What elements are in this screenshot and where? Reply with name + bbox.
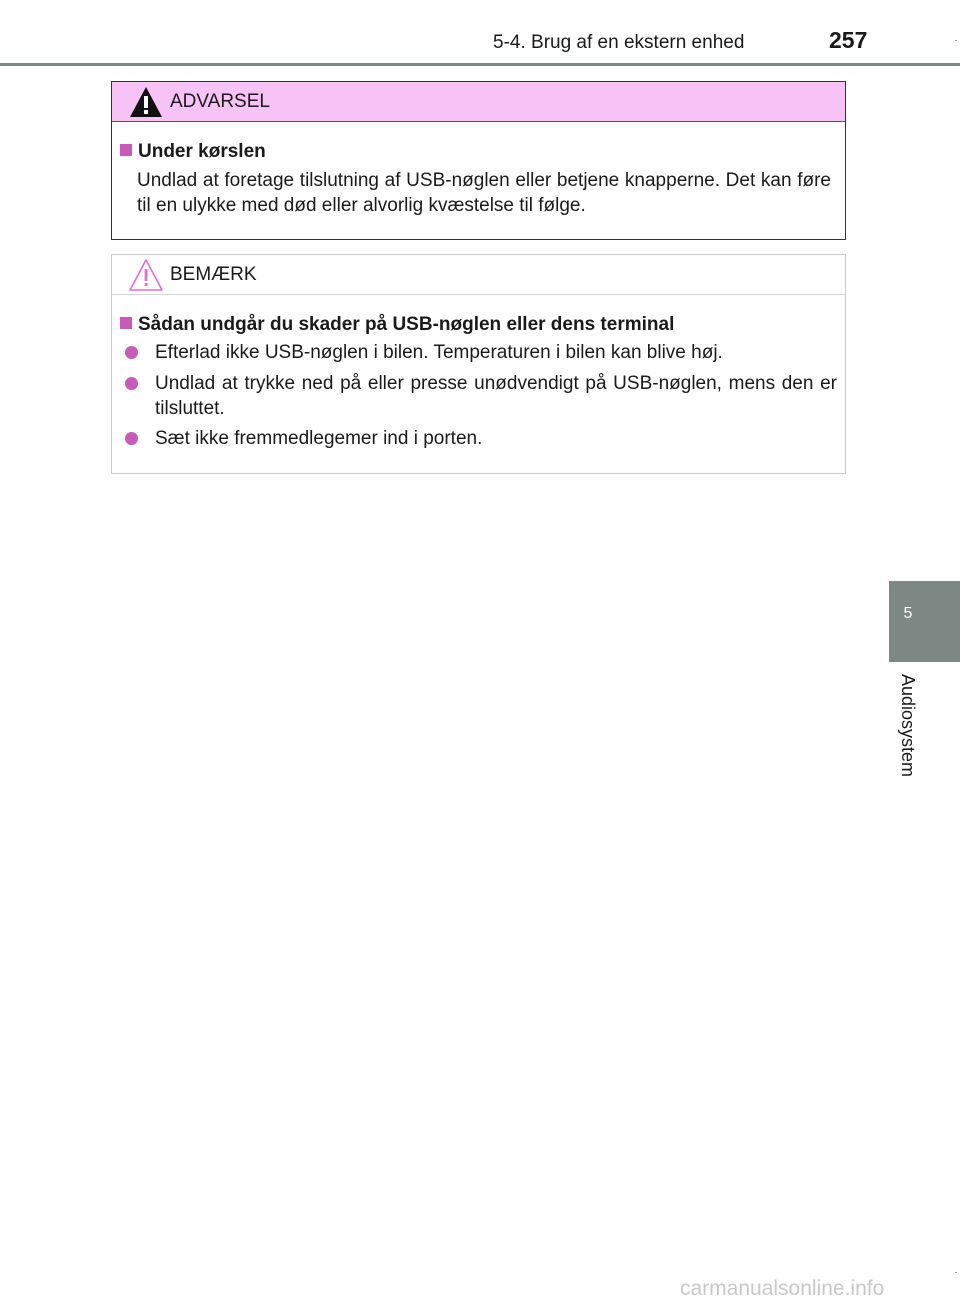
notice-box <box>111 254 846 474</box>
page-number: 257 <box>829 27 868 53</box>
warning-text: Undlad at foretage tilslutning af USB-nøglen eller betjene knapperne. Det kan føre til en ulykke med død eller alvorlig kvæstelse til følge. <box>137 170 831 216</box>
header-rule <box>0 63 960 66</box>
warning-header <box>112 82 845 122</box>
warning-label: ADVARSEL <box>170 91 270 112</box>
chapter-label: Audiosystem <box>898 674 918 778</box>
chapter-tab <box>889 581 960 662</box>
notice-label: BEMÆRK <box>170 264 257 285</box>
list-item: Undlad at trykke ned på eller presse unødvendigt på USB-nøglen, mens den er tilsluttet. <box>125 371 837 421</box>
warning-heading: Under kørslen <box>120 141 266 163</box>
caution-triangle-outline-icon <box>128 258 164 292</box>
square-bullet-icon <box>120 317 132 329</box>
watermark: carmanualsonline.info <box>680 1277 885 1300</box>
round-bullet-icon <box>125 377 138 390</box>
crop-mark <box>955 40 957 41</box>
list-item: Sæt ikke fremmedlegemer ind i porten. <box>125 426 837 451</box>
section-title: 5-4. Brug af en ekstern enhed <box>493 32 745 53</box>
notice-header <box>112 255 845 295</box>
warning-triangle-icon <box>128 85 164 119</box>
round-bullet-icon <box>125 432 138 445</box>
round-bullet-icon <box>125 346 138 359</box>
crop-mark <box>955 1272 957 1273</box>
chapter-number: 5 <box>903 605 913 622</box>
list-item: Efterlad ikke USB-nøglen i bilen. Temperaturen i bilen kan blive høj. <box>125 340 837 365</box>
notice-heading: Sådan undgår du skader på USB-nøglen eller dens terminal <box>120 314 674 336</box>
square-bullet-icon <box>120 144 132 156</box>
warning-box <box>111 81 846 240</box>
